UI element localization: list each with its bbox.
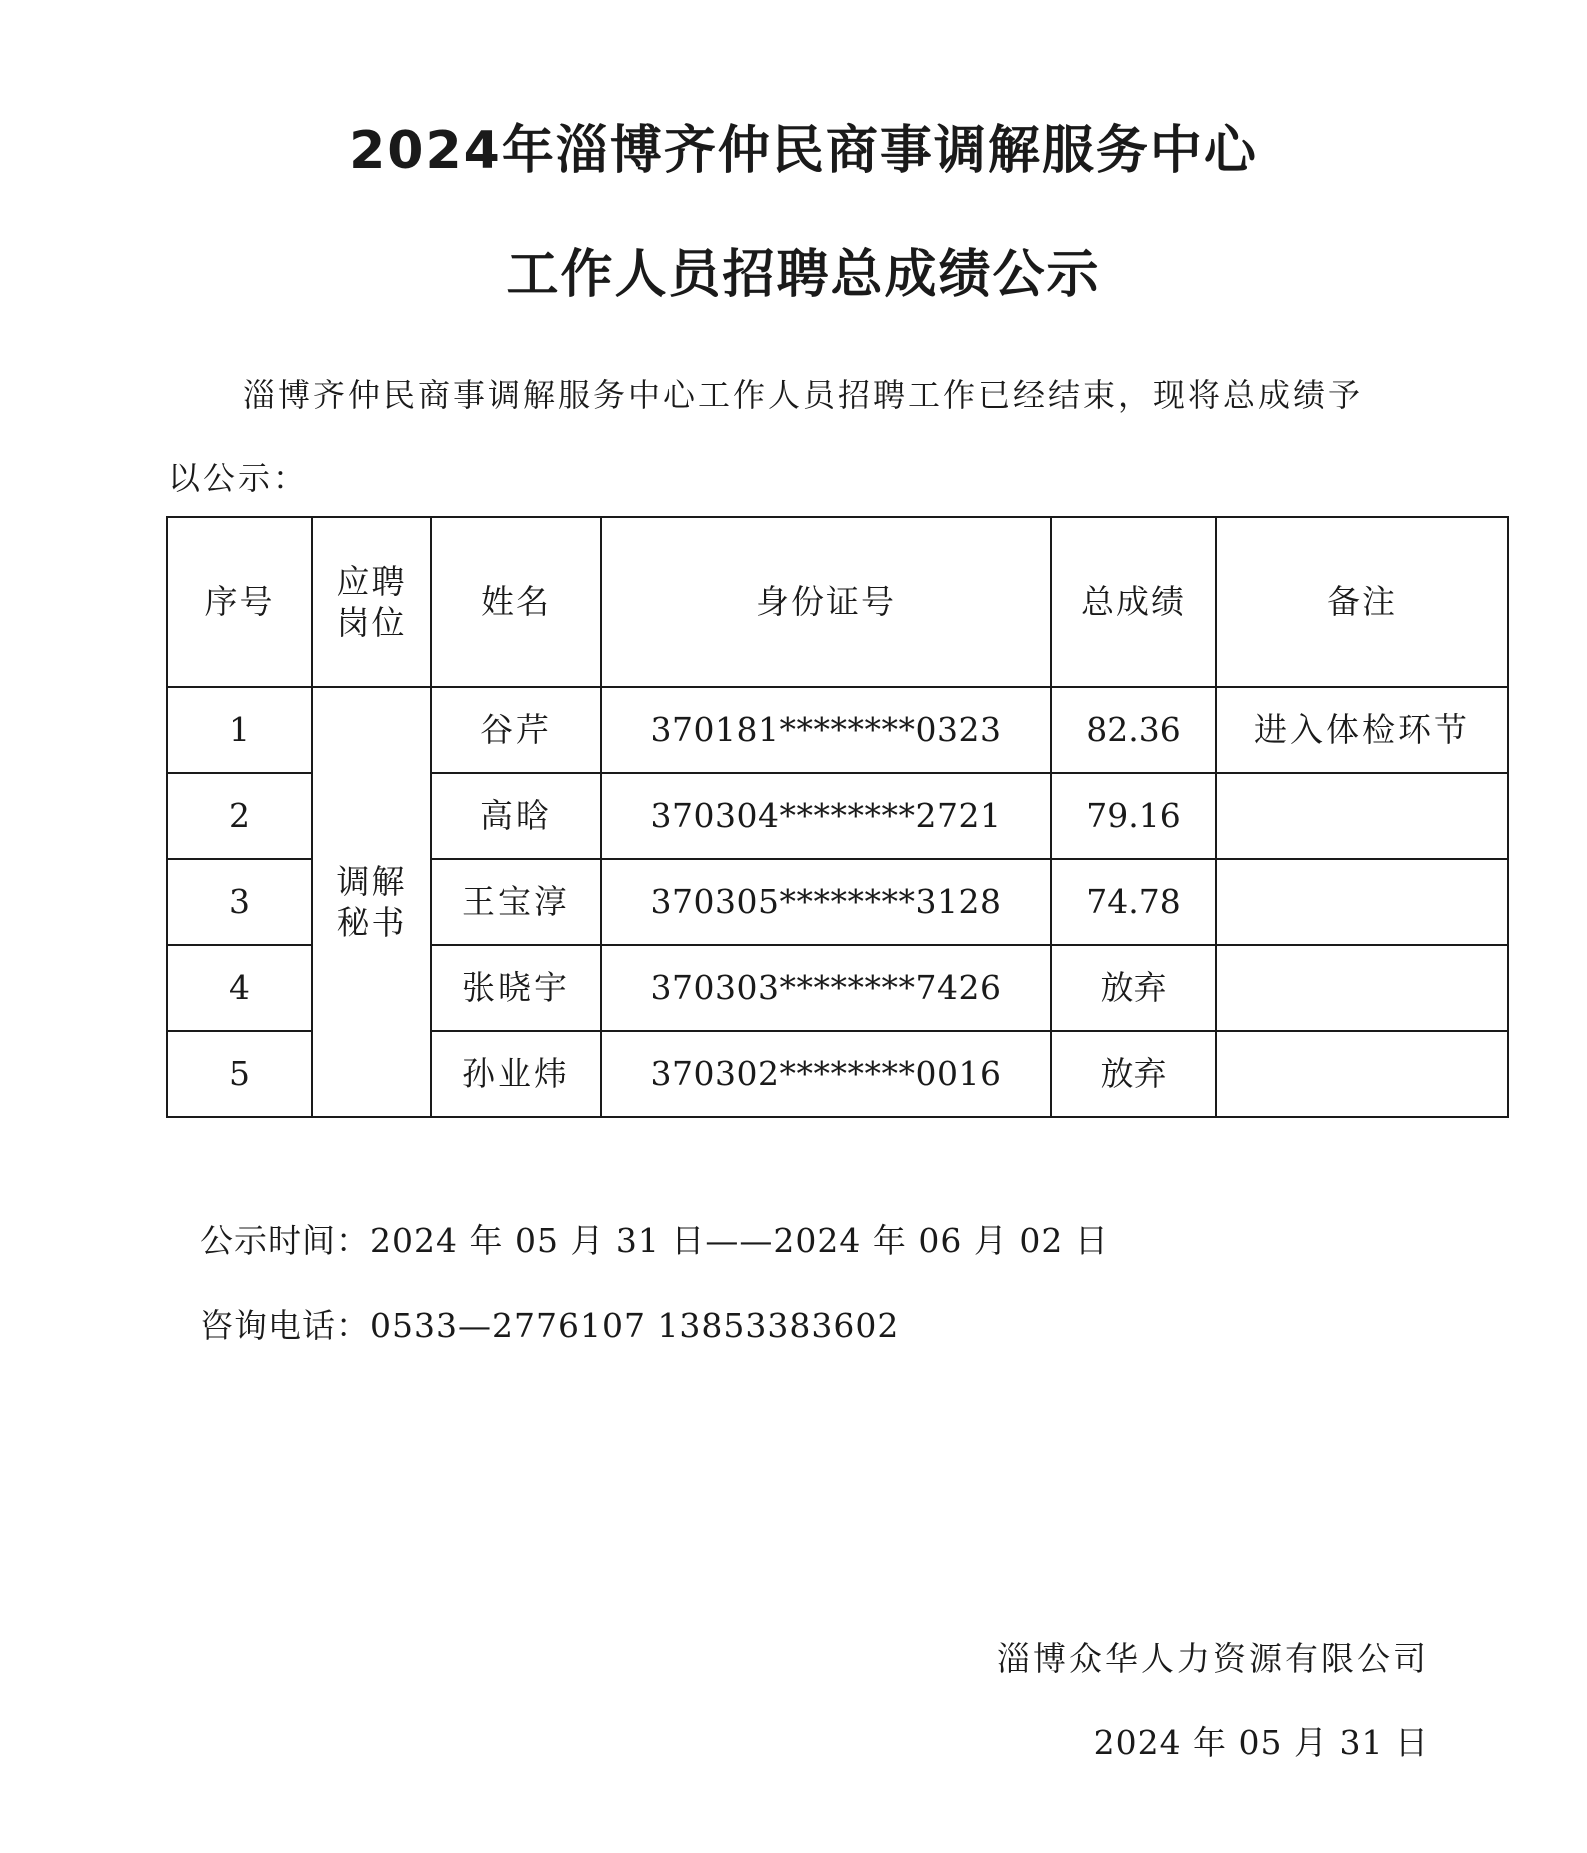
- cell-total-score: 82.36: [1051, 687, 1216, 773]
- cell-seq: 5: [167, 1031, 312, 1117]
- table-row: [167, 687, 1508, 773]
- header-seq: 序号: [167, 517, 312, 687]
- cell-remarks: [1216, 773, 1508, 859]
- cell-position-line2: 秘书: [336, 903, 407, 942]
- cell-remarks: 进入体检环节: [1216, 687, 1508, 773]
- header-total-score: 总成绩: [1051, 517, 1216, 687]
- cell-seq: 2: [167, 773, 312, 859]
- cell-total-score: 74.78: [1051, 859, 1216, 945]
- intro-paragraph-line1: 淄博齐仲民商事调解服务中心工作人员招聘工作已经结束，现将总成绩予: [243, 376, 1364, 414]
- header-id-number: 身份证号: [601, 517, 1051, 687]
- cell-position-line1: 调解: [336, 861, 407, 901]
- cell-name: 谷芹: [431, 687, 601, 773]
- cell-name: 高晗: [431, 773, 601, 859]
- cell-position: [312, 687, 431, 1117]
- cell-id-number: 370181********0323: [601, 687, 1051, 773]
- cell-total-score: 79.16: [1051, 773, 1216, 859]
- cell-remarks: [1216, 859, 1508, 945]
- cell-total-score: 放弃: [1051, 1031, 1216, 1117]
- cell-seq: 1: [167, 687, 312, 773]
- score-table: [166, 516, 1509, 1118]
- header-position-line2: 岗位: [336, 603, 407, 642]
- header-remarks: 备注: [1216, 517, 1508, 687]
- contact-phone: 咨询电话：0533—2776107 13853383602: [200, 1306, 900, 1345]
- signature-organization: 淄博众华人力资源有限公司: [997, 1639, 1429, 1678]
- document-title-line2: 工作人员招聘总成绩公示: [506, 245, 1101, 305]
- cell-id-number: 370303********7426: [601, 945, 1051, 1031]
- document-title-line1: 2024年淄博齐仲民商事调解服务中心: [349, 121, 1258, 181]
- header-position: [312, 517, 431, 687]
- cell-id-number: 370302********0016: [601, 1031, 1051, 1117]
- header-name: 姓名: [431, 517, 601, 687]
- header-position-line1: 应聘: [336, 561, 407, 601]
- publicity-period: 公示时间：2024 年 05 月 31 日——2024 年 06 月 02 日: [200, 1221, 1109, 1260]
- cell-id-number: 370305********3128: [601, 859, 1051, 945]
- cell-seq: 3: [167, 859, 312, 945]
- cell-id-number: 370304********2721: [601, 773, 1051, 859]
- cell-name: 孙业炜: [431, 1031, 601, 1117]
- cell-name: 张晓宇: [431, 945, 601, 1031]
- cell-name: 王宝淳: [431, 859, 601, 945]
- signature-date: 2024 年 05 月 31 日: [1093, 1723, 1429, 1762]
- table-header-row: [167, 517, 1508, 687]
- cell-total-score: 放弃: [1051, 945, 1216, 1031]
- intro-paragraph-line2: 以公示：: [168, 459, 309, 497]
- cell-remarks: [1216, 1031, 1508, 1117]
- cell-remarks: [1216, 945, 1508, 1031]
- cell-seq: 4: [167, 945, 312, 1031]
